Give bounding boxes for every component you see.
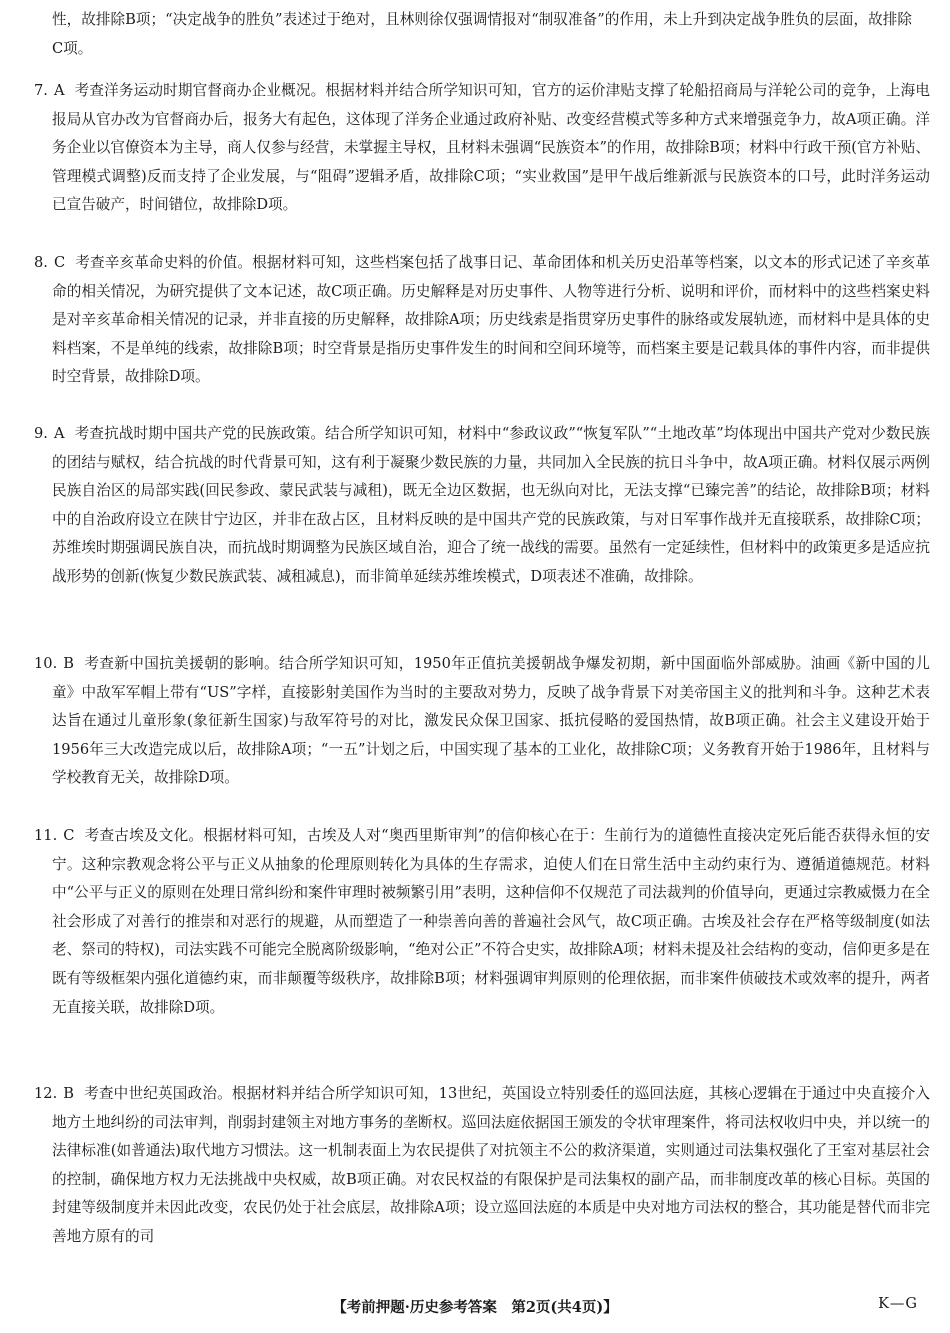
- answer-item-8: [34, 249, 930, 392]
- answer-item-10: [34, 650, 930, 793]
- item-number: 9.: [34, 425, 48, 442]
- item-answer: C: [63, 827, 75, 844]
- item-answer: A: [53, 425, 65, 442]
- answer-item-9: [34, 420, 930, 592]
- item-answer: A: [53, 82, 65, 99]
- footer-code: K—G: [878, 1296, 918, 1312]
- item-number: 12.: [34, 1085, 58, 1102]
- footer-title: 【考前押题·历史参考答案 第2页(共4页)】: [332, 1299, 618, 1316]
- item-explanation: 考查抗战时期中国共产党的民族政策。结合所学知识可知，材料中“参政议政”“恢复军队”“土地改革”均体现出中国共产党对少数民族的团结与赋权，结合抗战的时代背景可知，这有利于凝聚少数民族的力量，共同加入全民族的抗日斗争中，故A项正确。材料仅展示两例民族自治区的局部实践(回民参政、蒙民武装与减租)，既无全边区数据，也无纵向对比，无法支撑“已臻完善”的结论，故排除B项；材料中的自治政府设立在陕甘宁边区，并非在敌占区，且材料反映的是中国共产党的民族政策，与对日军事作战并无直接联系，故排除C项；苏维埃时期强调民族自决，而抗战时期调整为民族区域自治，迎合了统一战线的需要。虽然有一定延续性，但材料中的政策更多是适应抗战形势的创新(恢复少数民族武装、减租减息)，而非简单延续苏维埃模式，D项表述不准确，故排除。: [52, 425, 930, 585]
- item-number: 11.: [34, 827, 58, 844]
- item-explanation: 考查新中国抗美援朝的影响。结合所学知识可知，1950年正值抗美援朝战争爆发初期，新中国面临外部威胁。油画《新中国的儿童》中敌军军帽上带有“US”字样，直接影射美国作为当时的主要敌对势力，反映了战争背景下对美帝国主义的批判和斗争。这种艺术表达旨在通过儿童形象(象征新生国家)与敌军符号的对比，激发民众保卫国家、抵抗侵略的爱国热情，故B项正确。社会主义建设开始于1956年三大改造完成以后，故排除A项；“一五”计划之后，中国实现了基本的工业化，故排除C项；义务教育开始于1986年，且材料与学校教育无关，故排除D项。: [52, 655, 930, 787]
- answer-item-12: [34, 1080, 930, 1252]
- item-number: 10.: [34, 655, 58, 672]
- item-answer: C: [53, 254, 66, 271]
- item-answer: B: [63, 655, 74, 672]
- item-explanation: 考查洋务运动时期官督商办企业概况。根据材料并结合所学知识可知，官方的运价津贴支撑了轮船招商局与洋轮公司的竞争，上海电报局从官办改为官督商办后，报务大有起色，这体现了洋务企业通过政府补贴、改变经营模式等多种方式来增强竞争力，故A项正确。洋务企业以官僚资本为主导，商人仅参与经营，未掌握主导权，且材料未强调“民族资本”的作用，故排除B项；材料中行政干预(官方补贴、管理模式调整)反而支持了企业发展，与“阻碍”逻辑矛盾，故排除C项；“实业救国”是甲午战后维新派与民族资本的口号，此时洋务运动已宣告破产，时间错位，故排除D项。: [52, 82, 930, 214]
- answer-item-11: [34, 822, 930, 1022]
- item-number: 8.: [34, 254, 48, 271]
- item-explanation: 考查古埃及文化。根据材料可知，古埃及人对“奥西里斯审判”的信仰核心在于：生前行为的道德性直接决定死后能否获得永恒的安宁。这种宗教观念将公平与正义从抽象的伦理原则转化为具体的生存需求，迫使人们在日常生活中主动约束行为、遵循道德规范。材料中“公平与正义的原则在处理日常纠纷和案件审理时被频繁引用”表明，这种信仰不仅规范了司法裁判的价值导向，更通过宗教威慑力在全社会形成了对善行的推崇和对恶行的规避，从而塑造了一种崇善向善的普遍社会风气，故C项正确。古埃及社会存在严格等级制度(如法老、祭司的特权)，司法实践不可能完全脱离阶级影响，“绝对公正”不符合史实，故排除A项；材料未提及社会结构的变动，信仰更多是在既有等级框架内强化道德约束，而非颠覆等级秩序，故排除B项；材料强调审判原则的伦理依据，而非案件侦破技术或效率的提升，两者无直接关联，故排除D项。: [52, 827, 930, 1016]
- item-explanation: 考查中世纪英国政治。根据材料并结合所学知识可知，13世纪，英国设立特别委任的巡回法庭，其核心逻辑在于通过中央直接介入地方土地纠纷的司法审判，削弱封建领主对地方事务的垄断权。巡回法庭依据国王颁发的令状审理案件，将司法权收归中央，并以统一的法律标准(如普通法)取代地方习惯法。这一机制表面上为农民提供了对抗领主不公的救济渠道，实则通过司法集权强化了王室对基层社会的控制，确保地方权力无法挑战中央权威，故B项正确。对农民权益的有限保护是司法集权的副产品，而非制度改革的核心目标。英国的封建等级制度并未因此改变，农民仍处于社会底层，故排除A项；设立巡回法庭的本质是中央对地方司法权的整合，其功能是替代而非完善地方原有的司: [52, 1085, 930, 1245]
- item-answer: B: [63, 1085, 74, 1102]
- item-number: 7.: [34, 82, 48, 99]
- continuation-paragraph: 性，故排除B项；“决定战争的胜负”表述过于绝对，且林则徐仅强调情报对“制驭准备”的作用，未上升到决定战争胜负的层面，故排除C项。: [52, 11, 912, 57]
- item-explanation: 考查辛亥革命史料的价值。根据材料可知，这些档案包括了战事日记、革命团体和机关历史沿革等档案，以文本的形式记述了辛亥革命的相关情况，为研究提供了文本记述，故C项正确。历史解释是对历史事件、人物等进行分析、说明和评价，而材料中的这些档案史料是对辛亥革命相关情况的记录，并非直接的历史解释，故排除A项；历史线索是指贯穿历史事件的脉络或发展轨迹，而材料中是具体的史料档案，不是单纯的线索，故排除B项；时空背景是指历史事件发生的时间和空间环境等，而档案主要是记载具体的事件内容，而非提供时空背景，故排除D项。: [52, 254, 930, 386]
- answer-item-7: [34, 77, 930, 220]
- page-footer: [0, 1292, 950, 1322]
